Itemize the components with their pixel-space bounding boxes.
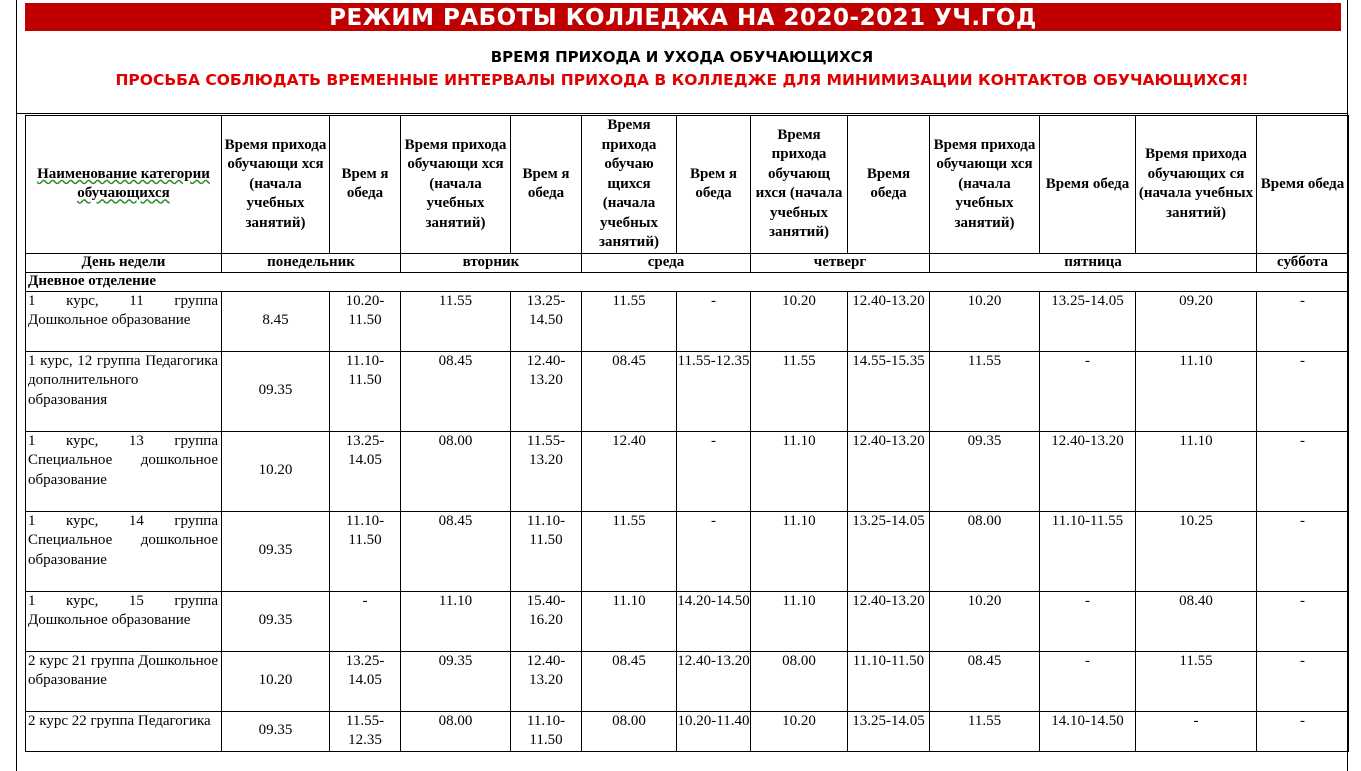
table-cell: - (1040, 591, 1136, 651)
table-cell: 09.35 (930, 431, 1040, 511)
day-tuesday: вторник (401, 253, 582, 272)
table-cell: 8.45 (222, 291, 330, 351)
table-cell: 12.40-13.20 (677, 651, 751, 711)
header-arrival: Время прихода обучающи хся (начала учебных занятий) (222, 116, 330, 254)
table-cell: 11.55 (582, 291, 677, 351)
header-lunch: Врем я обеда (511, 116, 582, 254)
header-lunch: Время обеда (1257, 116, 1349, 254)
table-cell: 09.35 (222, 591, 330, 651)
table-cell: 09.20 (1136, 291, 1257, 351)
notice-text: ПРОСЬБА СОБЛЮДАТЬ ВРЕМЕННЫЕ ИНТЕРВАЛЫ ПРИХОДА В КОЛЛЕДЖЕ ДЛЯ МИНИМИЗАЦИИ КОНТАКТОВ ОБУЧАЮЩИХСЯ! (115, 71, 1249, 89)
day-monday: понедельник (222, 253, 401, 272)
schedule-table (25, 115, 1349, 752)
table-cell: 11.10-11.50 (330, 351, 401, 431)
table-cell: 11.10 (751, 431, 848, 511)
table-cell: 11.10 (1136, 351, 1257, 431)
table-cell: - (1257, 651, 1349, 711)
table-cell: - (1257, 351, 1349, 431)
table-cell: 10.20 (751, 711, 848, 751)
table-cell: 12.40 (582, 431, 677, 511)
table-cell: 14.10-14.50 (1040, 711, 1136, 751)
table-cell: 14.20-14.50 (677, 591, 751, 651)
header-arrival: Время прихода обучающи хся (начала учебных занятий) (930, 116, 1040, 254)
table-cell: 12.40-13.20 (848, 291, 930, 351)
table-cell: 11.55 (582, 511, 677, 591)
table-cell: 10.20-11.40 (677, 711, 751, 751)
table-cell: 11.55-12.35 (330, 711, 401, 751)
table-cell: - (1257, 511, 1349, 591)
table-cell: 10.20 (930, 291, 1040, 351)
header-arrival: Время прихода обучающ ихся (начала учебных занятий) (751, 116, 848, 254)
table-cell: 15.40-16.20 (511, 591, 582, 651)
table-cell: 13.25-14.05 (330, 431, 401, 511)
table-cell: 11.55-12.35 (677, 351, 751, 431)
table-cell: - (1257, 291, 1349, 351)
table-cell: 08.00 (401, 711, 511, 751)
table-cell: 11.10-11.55 (1040, 511, 1136, 591)
table-cell: 10.20 (930, 591, 1040, 651)
day-wednesday: среда (582, 253, 751, 272)
header-row (26, 116, 1349, 254)
table-cell: 08.40 (1136, 591, 1257, 651)
table-cell: 11.10 (401, 591, 511, 651)
day-label: День недели (26, 253, 222, 272)
row-category: 1 курс, 13 группа Специальное дошкольное образование (26, 431, 222, 511)
table-row (26, 651, 1349, 711)
header-lunch: Врем я обеда (330, 116, 401, 254)
divider (16, 113, 1348, 114)
table-cell: 11.10 (751, 511, 848, 591)
table-row (26, 351, 1349, 431)
table-cell: 13.25-14.05 (848, 511, 930, 591)
table-cell: - (677, 291, 751, 351)
table-cell: 08.00 (582, 711, 677, 751)
table-cell: 08.45 (401, 351, 511, 431)
row-category: 1 курс, 11 группа Дошкольное образование (26, 291, 222, 351)
row-category: 1 курс, 14 группа Специальное дошкольное образование (26, 511, 222, 591)
row-category: 1 курс, 15 группа Дошкольное образование (26, 591, 222, 651)
table-cell: - (677, 511, 751, 591)
header-arrival: Время прихода обучающи хся (начала учебных занятий) (401, 116, 511, 254)
table-cell: 11.10-11.50 (511, 511, 582, 591)
days-row (26, 253, 1349, 272)
table-cell: 11.55 (401, 291, 511, 351)
table-cell: 08.45 (582, 651, 677, 711)
row-category: 2 курс 22 группа Педагогика (26, 711, 222, 751)
table-cell: 09.35 (222, 351, 330, 431)
table-cell: 11.55 (1136, 651, 1257, 711)
table-cell: 09.35 (222, 711, 330, 751)
table-cell: 13.25-14.05 (1040, 291, 1136, 351)
table-row (26, 511, 1349, 591)
table-cell: 08.00 (751, 651, 848, 711)
table-cell: 11.55 (930, 711, 1040, 751)
table-cell: 08.45 (582, 351, 677, 431)
table-cell: 11.10-11.50 (511, 711, 582, 751)
table-cell: 10.20 (751, 291, 848, 351)
header-category: Наименование категории обучающихся (26, 116, 222, 254)
table-cell: - (1136, 711, 1257, 751)
table-cell: 11.55 (930, 351, 1040, 431)
table-cell: 10.25 (1136, 511, 1257, 591)
table-cell: 12.40-13.20 (848, 591, 930, 651)
table-cell: 10.20-11.50 (330, 291, 401, 351)
header-arrival: Время прихода обучаю щихся (начала учебных занятий) (582, 116, 677, 254)
table-cell: - (330, 591, 401, 651)
table-cell: 14.55-15.35 (848, 351, 930, 431)
section-row (26, 272, 1349, 291)
day-saturday: суббота (1257, 253, 1349, 272)
table-row (26, 291, 1349, 351)
table-cell: 12.40-13.20 (848, 431, 930, 511)
table-cell: - (1040, 651, 1136, 711)
table-cell: 08.45 (401, 511, 511, 591)
table-cell: 10.20 (222, 431, 330, 511)
page-subtitle: ВРЕМЯ ПРИХОДА И УХОДА ОБУЧАЮЩИХСЯ (490, 48, 874, 66)
row-category: 2 курс 21 группа Дошкольное образование (26, 651, 222, 711)
table-cell: 11.55 (751, 351, 848, 431)
header-lunch: Время обеда (848, 116, 930, 254)
table-row (26, 431, 1349, 511)
table-cell: - (1040, 351, 1136, 431)
day-thursday: четверг (751, 253, 930, 272)
row-category: 1 курс, 12 группа Педагогика дополнительного образования (26, 351, 222, 431)
day-friday: пятница (930, 253, 1257, 272)
table-row (26, 711, 1349, 751)
table-cell: 11.10-11.50 (330, 511, 401, 591)
table-cell: 09.35 (222, 511, 330, 591)
table-cell: 11.10 (1136, 431, 1257, 511)
table-row (26, 591, 1349, 651)
table-cell: 12.40-13.20 (1040, 431, 1136, 511)
table-cell: 11.10 (582, 591, 677, 651)
table-cell: 11.55-13.20 (511, 431, 582, 511)
table-cell: - (677, 431, 751, 511)
table-cell: 08.45 (930, 651, 1040, 711)
table-cell: 09.35 (401, 651, 511, 711)
table-cell: - (1257, 431, 1349, 511)
table-cell: 08.00 (930, 511, 1040, 591)
table-cell: - (1257, 591, 1349, 651)
header-lunch: Врем я обеда (677, 116, 751, 254)
header-lunch: Время обеда (1040, 116, 1136, 254)
table-cell: 13.25-14.05 (330, 651, 401, 711)
table-cell: 13.25-14.05 (848, 711, 930, 751)
table-cell: 08.00 (401, 431, 511, 511)
table-cell: 11.10 (751, 591, 848, 651)
table-cell: 12.40-13.20 (511, 351, 582, 431)
table-cell: 13.25-14.50 (511, 291, 582, 351)
page-title: РЕЖИМ РАБОТЫ КОЛЛЕДЖА НА 2020-2021 УЧ.ГОД (25, 3, 1341, 31)
table-cell: 12.40-13.20 (511, 651, 582, 711)
table-cell: - (1257, 711, 1349, 751)
table-cell: 10.20 (222, 651, 330, 711)
section-label: Дневное отделение (26, 272, 1349, 291)
header-arrival: Время прихода обучающих ся (начала учебных занятий) (1136, 116, 1257, 254)
table-cell: 11.10-11.50 (848, 651, 930, 711)
